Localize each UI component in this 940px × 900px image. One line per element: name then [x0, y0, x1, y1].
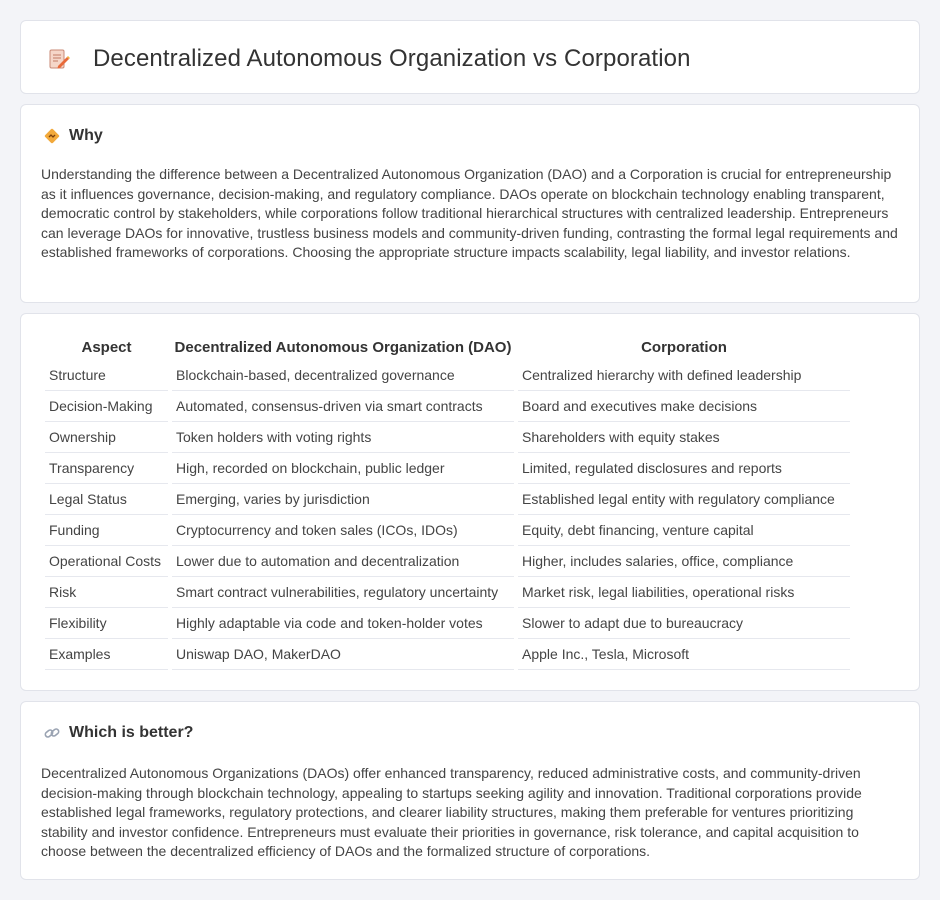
edit-document-icon [47, 47, 71, 71]
why-heading: Why [69, 127, 103, 144]
better-heading-row [43, 724, 193, 742]
title-row [47, 45, 691, 73]
table-row [45, 546, 850, 577]
better-heading: Which is better? [69, 724, 194, 741]
why-paragraph: Understanding the difference between a Decentralized Autonomous Organization (DAO) and a Corporation is crucial for entrepreneurship as it influences governance, decision-making, and regulatory compliance. DAOs operate on blockchain technology enabling transparent, democratic control by stakeholders, while corporations follow traditional hierarchical structures with centralized leadership. Entrepreneurs can leverage DAOs for innovative, trustless business models and community-driven funding, contrasting the formal legal requirements and established frameworks of corporations. Choosing the appropriate structure impacts scalability, legal liability, and investor relations. [41, 166, 898, 260]
table-row [45, 639, 850, 670]
table-cell: Market risk, legal liabilities, operational risks [518, 577, 850, 608]
column-header: Corporation [641, 338, 727, 356]
table-cell: Blockchain-based, decentralized governance [172, 360, 514, 391]
page-title: Decentralized Autonomous Organization vs Corporation [93, 45, 691, 72]
table-cell: Higher, includes salaries, office, compliance [518, 546, 850, 577]
comparison-table [41, 334, 854, 670]
table-cell: Highly adaptable via code and token-holder votes [172, 608, 514, 639]
table-cell: Decision-Making [45, 391, 168, 422]
comparison-section [20, 313, 920, 691]
table-row [45, 484, 850, 515]
table-row [45, 515, 850, 546]
table-row [45, 391, 850, 422]
title-card [20, 20, 920, 94]
table-cell: Ownership [45, 422, 168, 453]
why-heading-row [43, 127, 103, 145]
column-header: Decentralized Autonomous Organization (DAO) [174, 338, 512, 356]
table-cell: Uniswap DAO, MakerDAO [172, 639, 514, 670]
table-cell: Legal Status [45, 484, 168, 515]
table-header-row [45, 334, 850, 360]
table-row [45, 422, 850, 453]
column-header: Aspect [81, 338, 132, 356]
table-cell: Token holders with voting rights [172, 422, 514, 453]
table-cell: Operational Costs [45, 546, 168, 577]
table-row [45, 608, 850, 639]
table-cell: Structure [45, 360, 168, 391]
table-cell: Shareholders with equity stakes [518, 422, 850, 453]
table-row [45, 453, 850, 484]
table-cell: Funding [45, 515, 168, 546]
table-cell: Limited, regulated disclosures and reports [518, 453, 850, 484]
table-cell: Centralized hierarchy with defined leadership [518, 360, 850, 391]
diamond-sign-icon [43, 127, 61, 145]
table-cell: Established legal entity with regulatory compliance [518, 484, 850, 515]
table-cell: Board and executives make decisions [518, 391, 850, 422]
table-cell: Examples [45, 639, 168, 670]
table-cell: Equity, debt financing, venture capital [518, 515, 850, 546]
table-row [45, 577, 850, 608]
table-cell: Smart contract vulnerabilities, regulatory uncertainty [172, 577, 514, 608]
table-cell: Risk [45, 577, 168, 608]
table-cell: Lower due to automation and decentralization [172, 546, 514, 577]
link-icon [43, 724, 61, 742]
table-cell: High, recorded on blockchain, public ledger [172, 453, 514, 484]
table-cell: Automated, consensus-driven via smart contracts [172, 391, 514, 422]
table-cell: Emerging, varies by jurisdiction [172, 484, 514, 515]
table-cell: Slower to adapt due to bureaucracy [518, 608, 850, 639]
why-section [20, 104, 920, 303]
table-cell: Transparency [45, 453, 168, 484]
table-cell: Apple Inc., Tesla, Microsoft [518, 639, 850, 670]
better-paragraph: Decentralized Autonomous Organizations (DAOs) offer enhanced transparency, reduced administrative costs, and community-driven decision-making through blockchain technology, appealing to startups seeking agility and innovation. Traditional corporations provide established legal frameworks, regulatory protections, and clearer liability structures, making them preferable for ventures prioritizing stability and investor confidence. Entrepreneurs must evaluate their priorities in governance, risk tolerance, and capital acquisition to choose between the decentralized efficiency of DAOs and the formalized structure of corporations. [41, 765, 862, 859]
table-row [45, 360, 850, 391]
table-cell: Flexibility [45, 608, 168, 639]
table-cell: Cryptocurrency and token sales (ICOs, IDOs) [172, 515, 514, 546]
which-is-better-section [20, 701, 920, 880]
